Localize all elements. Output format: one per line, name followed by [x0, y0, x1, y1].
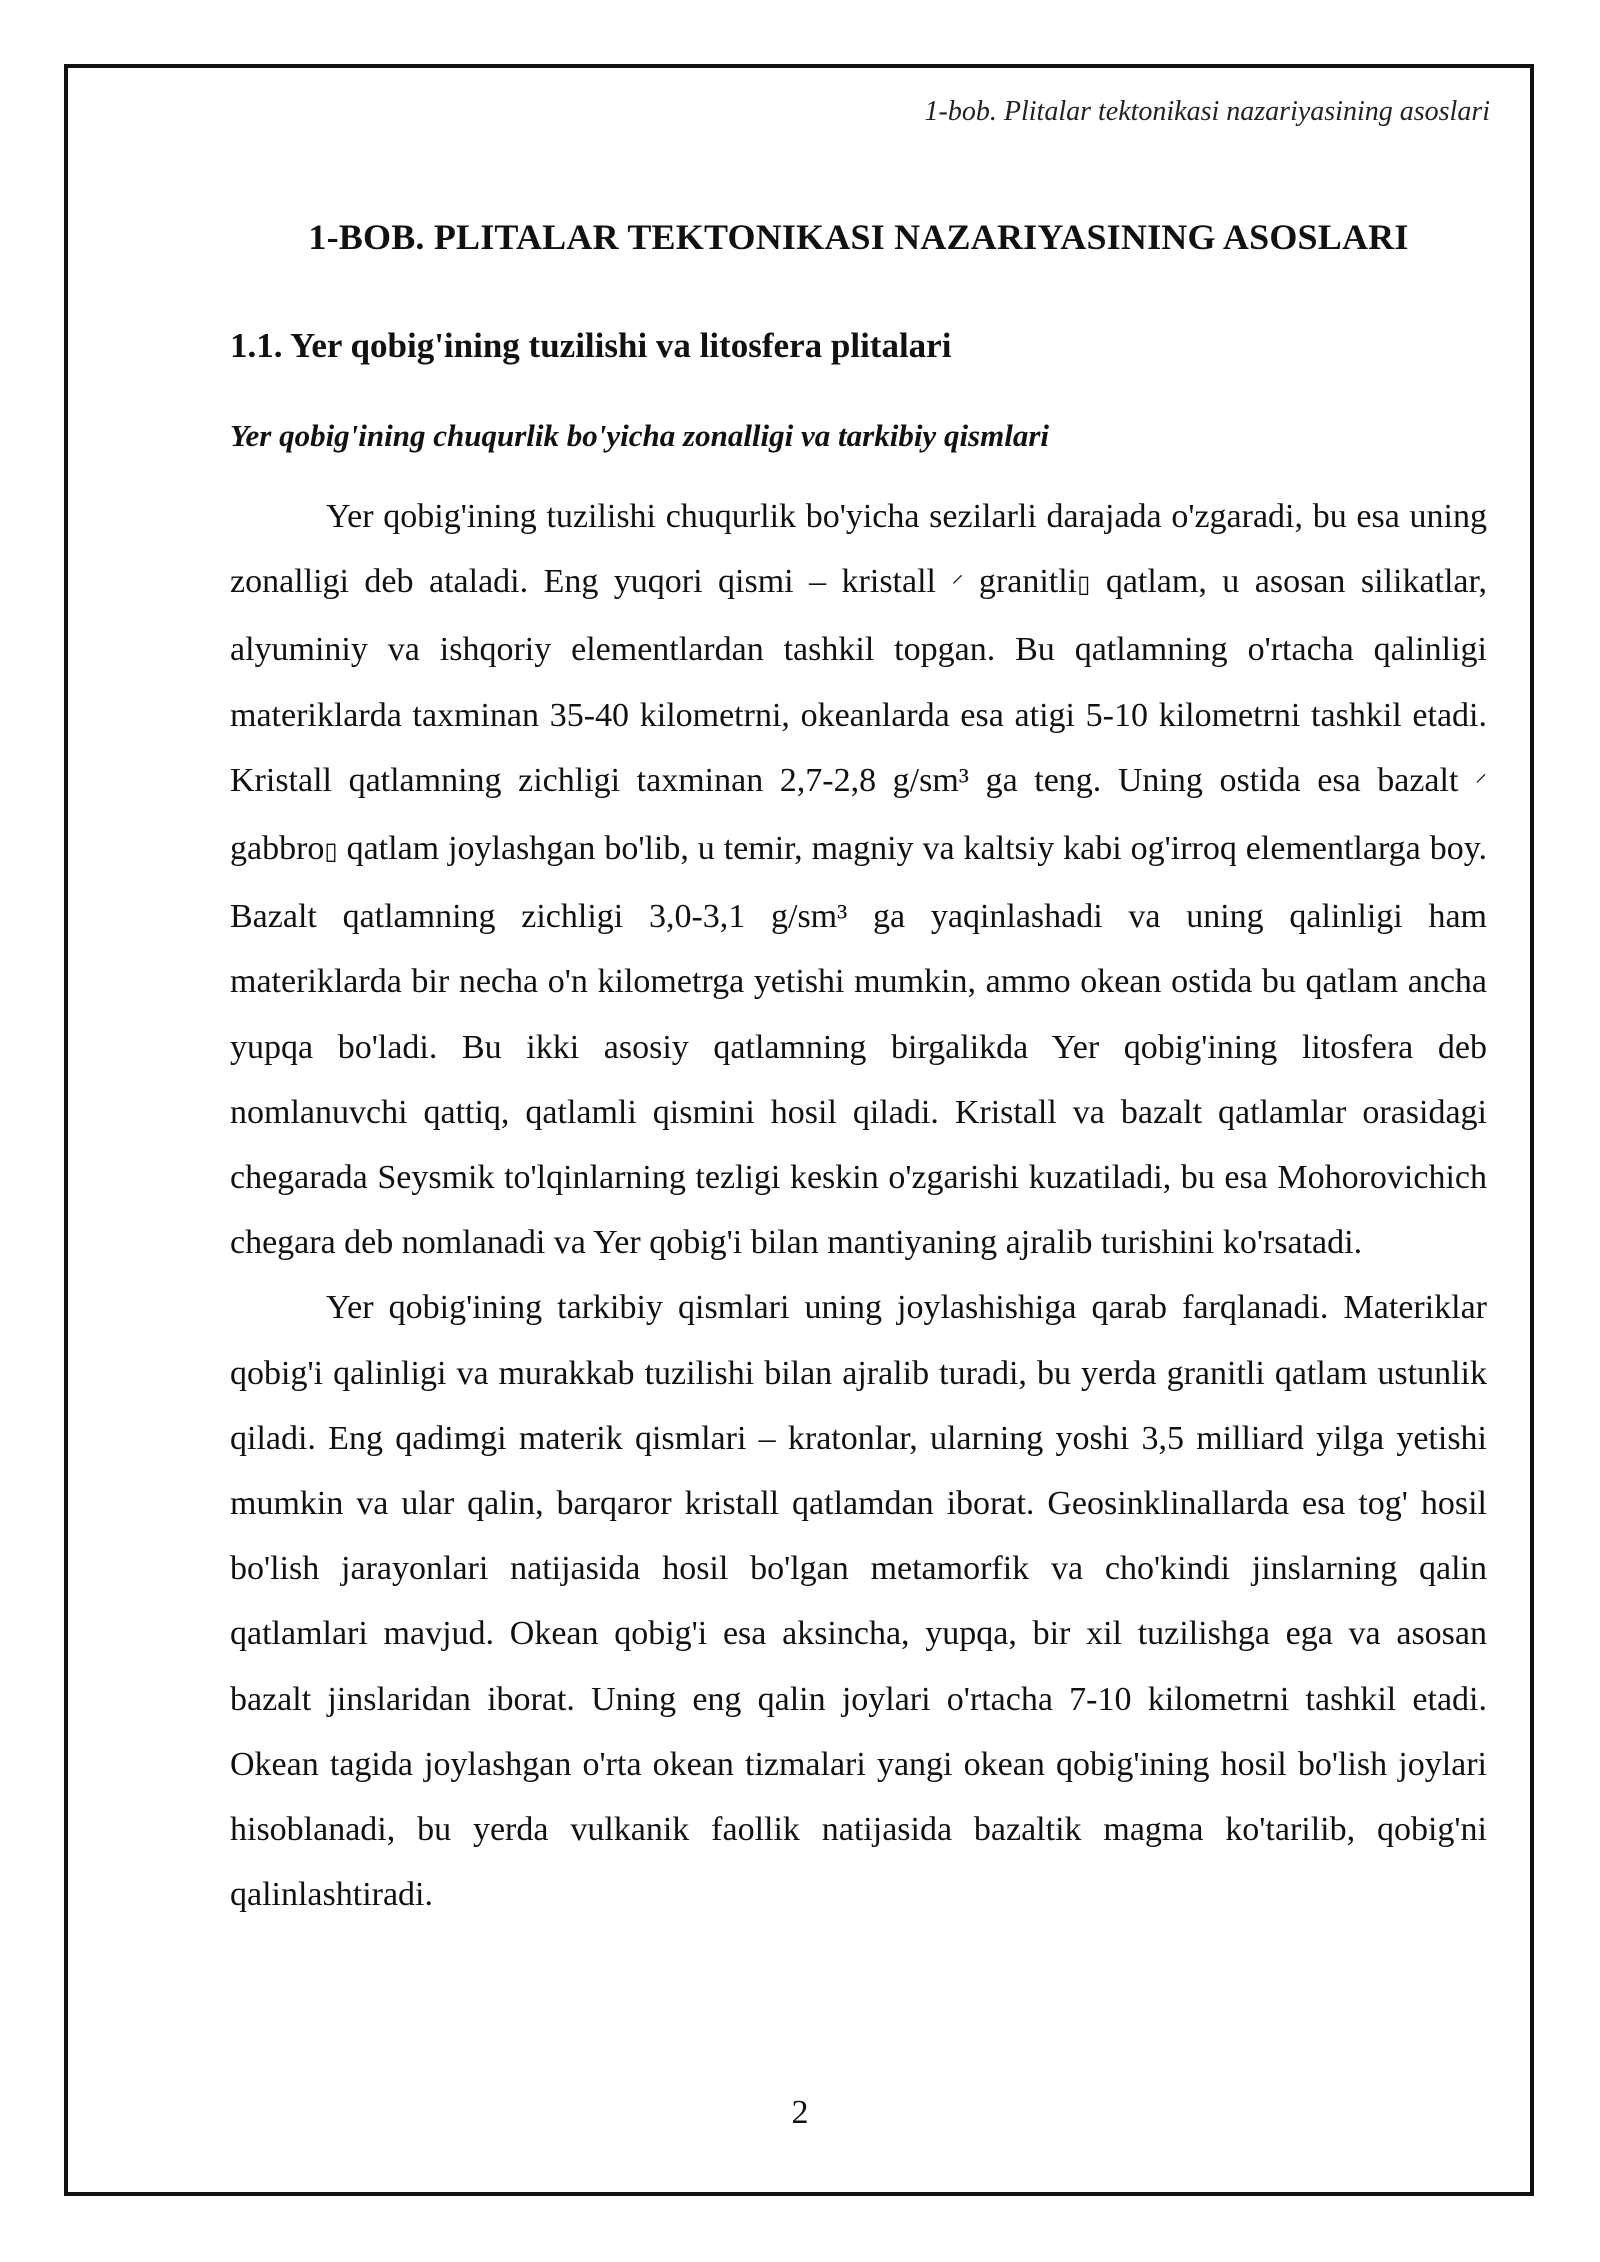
- missing-glyph-box: ▯: [1077, 570, 1091, 599]
- subsection-title: Yer qobig'ining chuqurlik bo'yicha zonalligi va tarkibiy qismlari: [230, 418, 1050, 453]
- paragraph-1-text-c: qatlam, u asosan silikatlar, alyuminiy va ishqoriy elementlardan tashkil topgan. Bu qatlamning o'rtacha qalinligi materiklarda taxminan 35-40 kilometrni, okeanlarda esa atigi 5-10 kilometrni tashkil etadi. Kristall qatlamning zichligi taxminan 2,7-2,8 g/sm³ ga teng. Uning ostida esa bazalt: [230, 563, 1487, 799]
- section-title: 1.1. Yer qobig'ining tuzilishi va litosfera plitalari: [230, 326, 952, 365]
- paragraph-1-text-d: gabbro: [230, 830, 325, 868]
- paragraph-1-text-a: Yer qobig'ining tuzilishi chuqurlik bo'yicha sezilarli darajada o'zgaradi, bu esa uning zonalligi deb ataladi. Eng yuqori qismi – kristall: [230, 498, 1487, 601]
- chapter-title: 1-BOB. PLITALAR TEKTONIKASI NAZARIYASINING ASOSLARI: [308, 217, 1409, 257]
- paragraph-2: Yer qobig'ining tarkibiy qismlari uning joylashishiga qarab farqlanadi. Materiklar qobig'i qalinligi va murakkab tuzilishi bilan ajralib turadi, bu yerda granitli qatlam ustunlik qiladi. Eng qadimgi materik qismlari – kratonlar, ularning yoshi 3,5 milliard yilga yetishi mumkin va ular qalin, barqaror kristall qatlamdan iborat. Geosinklinallarda esa tog' hosil bo'lish jarayonlari natijasida hosil bo'lgan metamorfik va cho'kindi jinslarning qalin qatlamlari mavjud. Okean qobig'i esa aksincha, yupqa, bir xil tuzilishga ega va asosan bazalt jinslaridan iborat. Uning eng qalin joylari o'rtacha 7-10 kilometrni tashkil etadi. Okean tagida joylashgan o'rta okean tizmalari yangi okean qobig'ining hosil bo'lish joylari hisoblanadi, bu yerda vulkanik faollik natijasida bazaltik magma ko'tarilib, qobig'ni qalinlashtiradi.: [230, 1289, 1487, 1914]
- paragraph-1-text-b: granitli: [978, 563, 1078, 601]
- missing-glyph-mark: ⸍: [951, 570, 964, 599]
- missing-glyph-mark: ⸍: [1475, 768, 1488, 797]
- page-number: 2: [791, 2094, 809, 2131]
- body-text: [230, 484, 1487, 1927]
- paragraph-1-text-e: qatlam joylashgan bo'lib, u temir, magniy va kaltsiy kabi og'irroq elementlarga boy. Bazalt qatlamning zichligi 3,0-3,1 g/sm³ ga yaqinlashadi va uning qalinligi ham materiklarda bir necha o'n kilometrga yetishi mumkin, ammo okean ostida bu qatlam ancha yupqa bo'ladi. Bu ikki asosiy qatlamning birgalikda Yer qobig'ining litosfera deb nomlanuvchi qattiq, qatlamli qismini hosil qiladi. Kristall va bazalt qatlamlar orasidagi chegarada Seysmik to'lqinlarning tezligi keskin o'zgarishi kuzatiladi, bu esa Mohorovichich chegara deb nomlanadi va Yer qobig'i bilan mantiyaning ajralib turishini ko'rsatadi.: [230, 830, 1487, 1262]
- paragraph-1: [230, 484, 1487, 1275]
- running-header: 1-bob. Plitalar tektonikasi nazariyasining asoslari: [924, 96, 1490, 127]
- missing-glyph-box: ▯: [324, 837, 338, 866]
